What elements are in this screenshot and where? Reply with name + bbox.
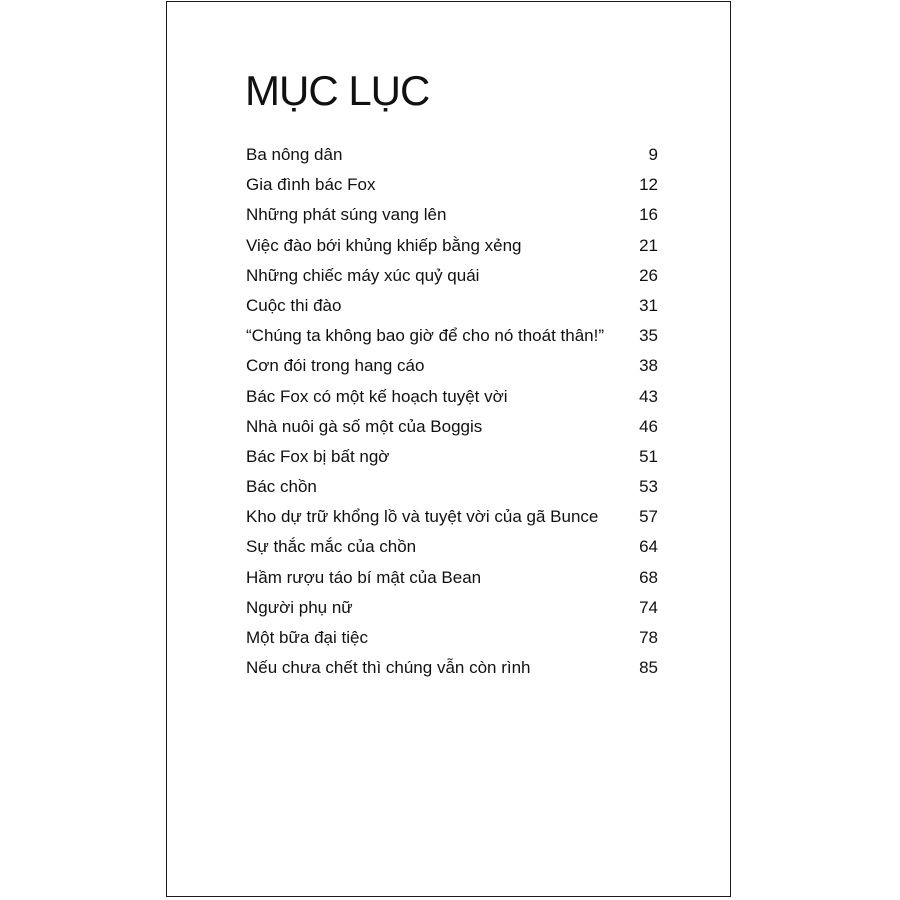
toc-entry-page: 12 (639, 175, 658, 195)
toc-entry (246, 321, 658, 351)
toc-entry-page: 78 (639, 628, 658, 647)
toc-entry (246, 200, 658, 230)
toc-entry-title: Ba nông dân (246, 145, 343, 164)
toc-entry (246, 442, 658, 472)
toc-entry-title: Một bữa đại tiệc (246, 628, 368, 647)
toc-entry-title: Kho dự trữ khổng lồ và tuyệt vời của gã Bunce (246, 507, 599, 527)
toc-entry-page: 46 (639, 416, 658, 436)
toc-entry-title: Sự thắc mắc của chồn (246, 537, 417, 557)
toc-entry-page: 16 (639, 205, 658, 225)
toc-entry (246, 563, 658, 593)
toc-entry-title: Những phát súng vang lên (246, 205, 447, 225)
toc-entry (246, 382, 658, 412)
toc-entry (246, 231, 658, 261)
toc-entry-title: Nếu chưa chết thì chúng vẫn còn rình (246, 658, 531, 678)
toc-entry-page: 53 (639, 477, 658, 497)
toc-entry-page: 43 (639, 386, 658, 406)
toc-entry-title: Cuộc thi đào (246, 295, 342, 315)
toc-entry (246, 532, 658, 562)
toc-entry (246, 502, 658, 532)
toc-entry-title: Việc đào bới khủng khiếp bằng xẻng (246, 235, 522, 255)
toc-entry-title: Bác Fox có một kế hoạch tuyệt vời (246, 386, 508, 406)
toc-entry (246, 261, 658, 291)
toc-entry-page: 64 (639, 537, 658, 557)
toc-entry-page: 26 (639, 265, 658, 285)
toc-entry-page: 35 (639, 326, 658, 346)
toc-entry (246, 170, 658, 200)
toc-entry-page: 51 (639, 446, 658, 466)
toc-entry-title: Hầm rượu táo bí mật của Bean (246, 567, 482, 587)
table-of-contents (246, 140, 658, 683)
toc-entry-page: 31 (639, 295, 658, 315)
toc-entry-title: Cơn đói trong hang cáo (246, 356, 425, 376)
toc-entry-page: 38 (639, 356, 658, 376)
toc-entry (246, 291, 658, 321)
toc-entry-title: Người phụ nữ (246, 597, 353, 617)
book-page (166, 1, 731, 897)
toc-entry-title: “Chúng ta không bao giờ để cho nó thoát thân!” (246, 326, 605, 346)
toc-entry (246, 351, 658, 381)
page-title: MỤC LỤC (245, 67, 430, 114)
toc-entry (246, 140, 658, 170)
toc-entry (246, 623, 658, 653)
toc-entry (246, 472, 658, 502)
toc-entry-title: Bác chồn (246, 477, 317, 497)
toc-entry (246, 412, 658, 442)
toc-entry-title: Những chiếc máy xúc quỷ quái (246, 265, 480, 285)
toc-entry-page: 85 (639, 658, 658, 678)
toc-entry-page: 9 (648, 145, 658, 164)
toc-entry-title: Gia đình bác Fox (246, 175, 376, 195)
toc-entry-page: 74 (639, 597, 658, 617)
toc-entry-title: Nhà nuôi gà số một của Boggis (246, 416, 483, 436)
toc-entry-page: 68 (639, 567, 658, 587)
toc-entry-page: 57 (639, 507, 658, 527)
toc-entry-title: Bác Fox bị bất ngờ (246, 446, 390, 466)
toc-entry (246, 593, 658, 623)
toc-entry-page: 21 (639, 235, 658, 255)
toc-entry (246, 653, 658, 683)
